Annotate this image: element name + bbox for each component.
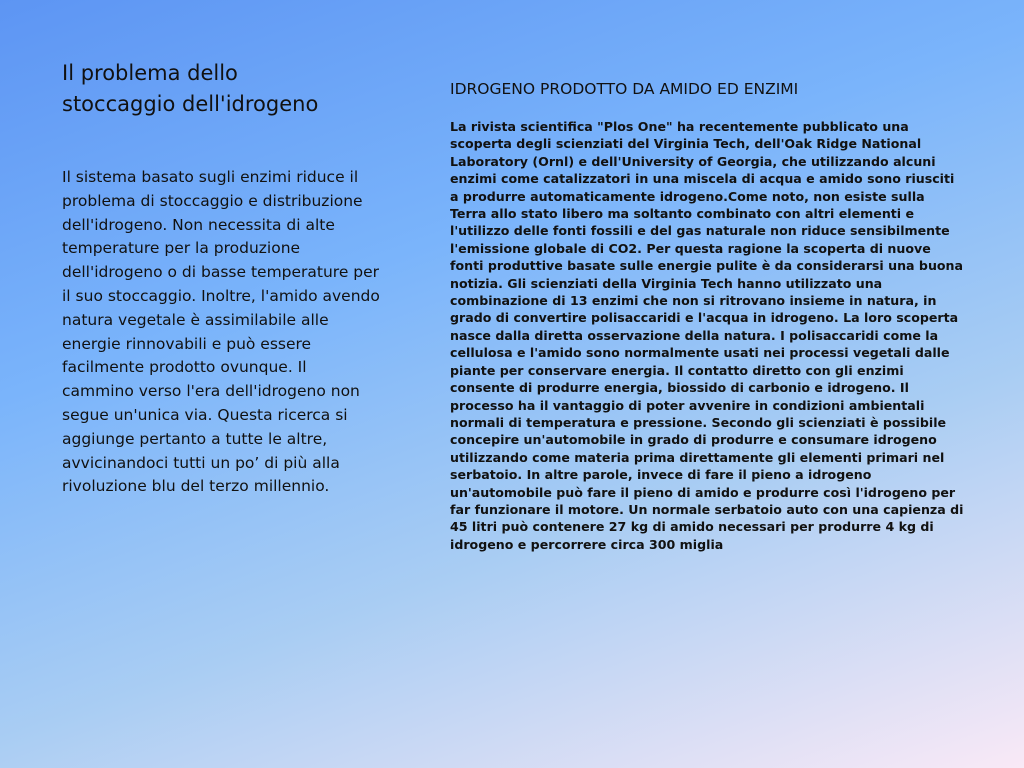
right-heading: IDROGENO PRODOTTO DA AMIDO ED ENZIMI [450, 80, 799, 98]
slide-title [62, 58, 382, 120]
slide-title-line-2: stoccaggio dell'idrogeno [62, 92, 319, 116]
slide-title-line-1: Il problema dello [62, 61, 238, 85]
right-paragraph: La rivista scientifica "Plos One" ha recentemente pubblicato una scoperta degli scienziati del Virginia Tech, dell'Oak Ridge National Laboratory (Ornl) e dell'University of Georgia, che utilizzando alcuni enzimi come catalizzatori in una miscela di acqua e amido sono riusciti a produrre automaticamente idrogeno.Come noto, non esiste sulla Terra allo stato libero ma soltanto combinato con altri elementi e l'utilizzo delle fonti fossili e del gas naturale non riduce sensibilmente l'emissione globale di CO2. Per questa ragione la scoperta di nuove fonti produttive basate sulle energie pulite è da considerarsi una buona notizia. Gli scienziati della Virginia Tech hanno utilizzato una combinazione di 13 enzimi che non si ritrovano insieme in natura, in grado di convertire polisaccaridi e l'acqua in idrogeno. La loro scoperta nasce dalla diretta osservazione della natura. I polisaccaridi come la cellulosa e l'amido sono normalmente usati nei processi vegetali dalle piante per conservare energia. Il contatto diretto con gli enzimi consente di produrre energia, biossido di carbonio e idrogeno. Il processo ha il vantaggio di poter avvenire in condizioni ambientali normali di temperatura e pressione. Secondo gli scienziati è possibile concepire un'automobile in grado di produrre e consumare idrogeno utilizzando come materia prima direttamente gli elementi primari nel serbatoio. In altre parole, invece di fare il pieno a idrogeno un'automobile può fare il pieno di amido e produrre così l'idrogeno per far funzionare il motore. Un normale serbatoio auto con una capienza di 45 litri può contenere 27 kg di amido necessari per produrre 4 kg di idrogeno e percorrere circa 300 miglia [450, 119, 964, 552]
left-paragraph: Il sistema basato sugli enzimi riduce il problema di stoccaggio e distribuzione dell'idrogeno. Non necessita di alte temperature per la produzione dell'idrogeno o di basse temperature per il suo stoccaggio. Inoltre, l'amido avendo natura vegetale è assimilabile alle energie rinnovabili e può essere facilmente prodotto ovunque. Il cammino verso l'era dell'idrogeno non segue un'unica via. Questa ricerca si aggiunge pertanto a tutte le altre, avvicinandoci tutti un po’ di più alla rivoluzione blu del terzo millennio. [62, 168, 380, 496]
